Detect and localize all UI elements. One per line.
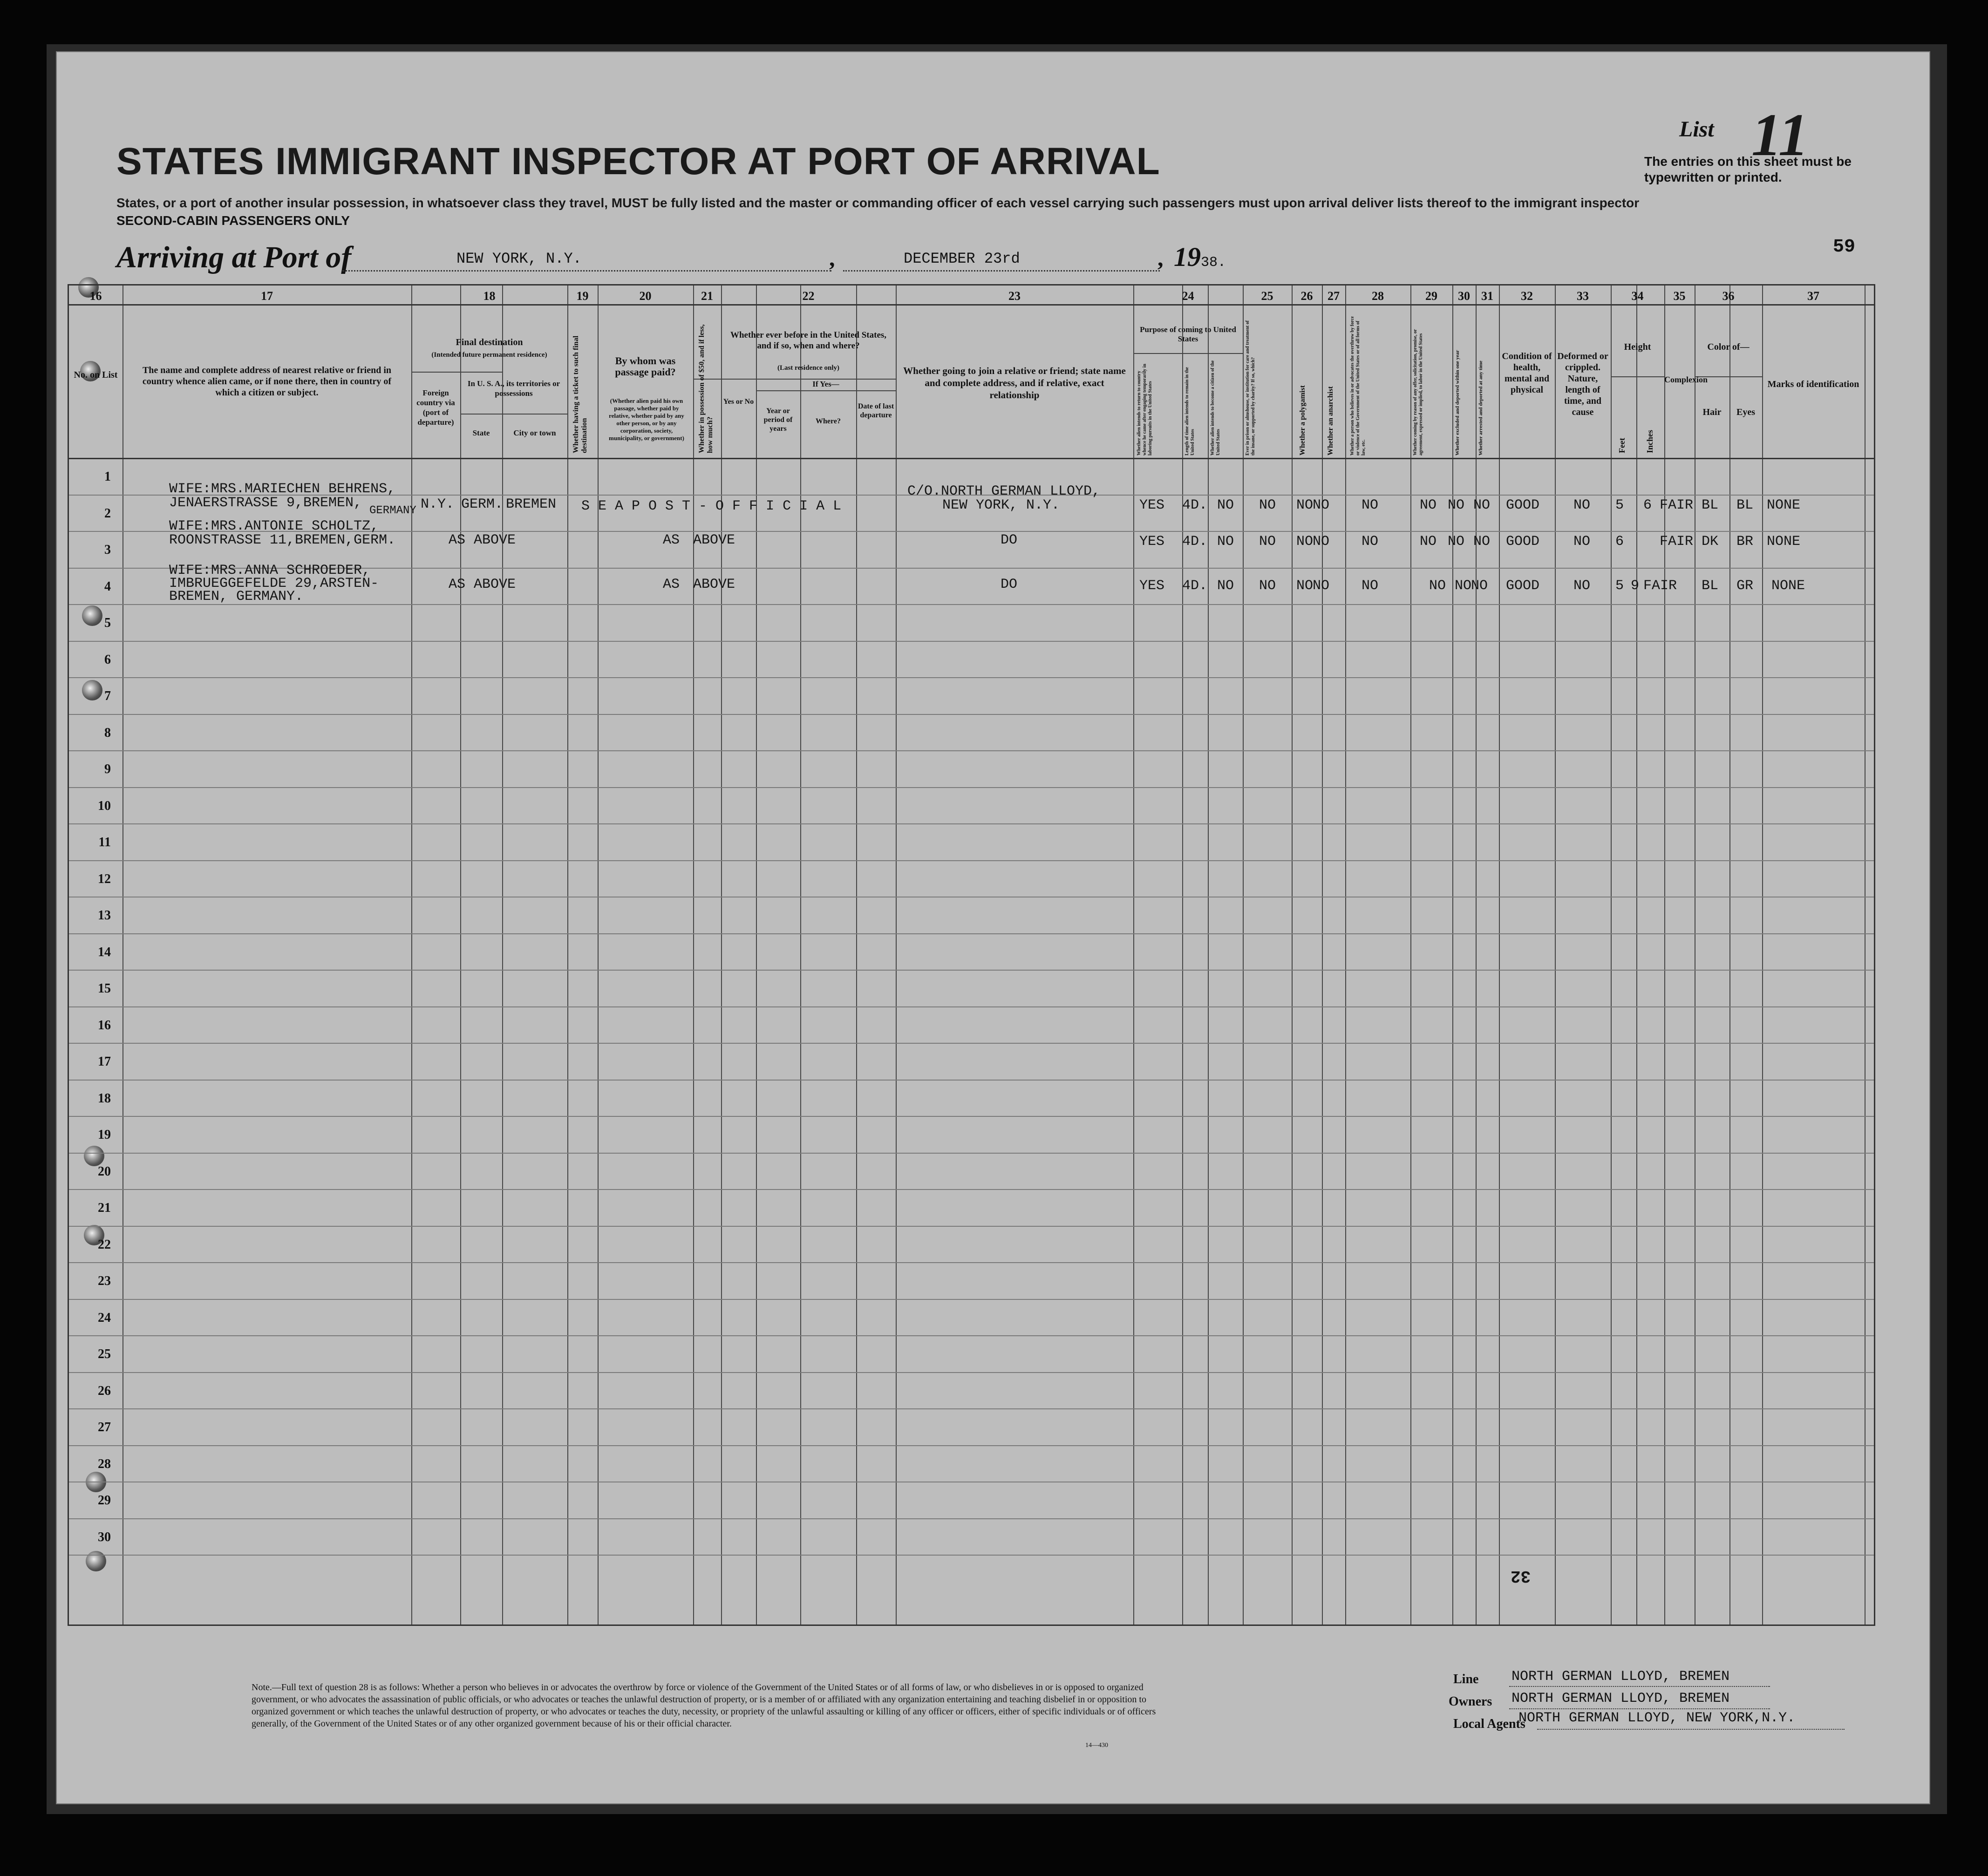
row-number: 3 (104, 543, 111, 557)
row-number: 6 (104, 652, 111, 667)
col-header-hair: Hair (1702, 407, 1722, 417)
col-header-complexion: Complexion (1664, 375, 1708, 384)
row2-eyes: BR (1736, 534, 1754, 550)
row2-marks: NONE (1767, 534, 1801, 550)
arrival-date: DECEMBER 23rd (904, 250, 1020, 267)
col-header-where: Where? (816, 417, 841, 425)
col-num-37: 37 (1807, 289, 1819, 303)
page-number: 59 (1833, 237, 1856, 258)
col-header-money: Whether in possession of $50, and if less, how much? (698, 324, 714, 453)
col-header-deported: Whether arrested and deported at any time (1478, 360, 1484, 455)
row1-relative-line3: GERMANY (369, 504, 416, 517)
col-num-17: 17 (261, 289, 273, 303)
row2-anarchist: NO (1313, 534, 1330, 550)
row3-relative-line3: BREMEN, GERMANY. (169, 589, 304, 605)
row-number: 28 (98, 1456, 111, 1471)
col-header-labor: Whether coming by reason of any offer, solicitation, promise, or agreement, expressed or implied, to labor in the United States (1413, 329, 1423, 455)
row2-health: GOOD (1506, 534, 1540, 550)
row2-length: 4D. (1182, 534, 1208, 550)
row1-hair: BL (1702, 497, 1719, 513)
col-header-state: State (472, 428, 490, 437)
row1-join-line2: NEW YORK, N.Y. (942, 497, 1060, 513)
row1-purpose: YES (1139, 497, 1165, 513)
row-rule (69, 677, 1874, 678)
col-num-34: 34 (1631, 289, 1644, 303)
row2-complexion: FAIR (1660, 534, 1694, 550)
col-header-ticket: Whether having a ticket to such final destination (572, 335, 588, 453)
col-header-marks: Marks of identification (1767, 379, 1859, 389)
col-header-feet: Feet (1617, 438, 1627, 453)
row-rule (69, 1335, 1874, 1336)
row-number: 22 (98, 1237, 111, 1252)
row3-prison: NO (1259, 578, 1276, 594)
col-num-24: 24 (1182, 289, 1194, 303)
col-num-16: 16 (89, 289, 102, 303)
row1-deported: NO (1473, 497, 1491, 513)
col-num-35: 35 (1673, 289, 1686, 303)
col-header-passage-sub: (Whether alien paid his own passage, whether paid by relative, whether paid by any other person, or by any corporation, society, municipality, or government) (609, 397, 684, 442)
row1-passage: S E A P O S T - O F F I C I A L (581, 498, 842, 514)
row-rule (69, 1226, 1874, 1227)
stray-mark: 32 (1511, 1566, 1531, 1585)
row1-polygamist: NO (1296, 497, 1314, 513)
col-header-anarchist: Whether an anarchist (1327, 386, 1334, 455)
row-number: 11 (98, 835, 111, 850)
row3-complexion: FAIR (1643, 578, 1677, 594)
row-number: 2 (104, 506, 111, 521)
col-num-30: 30 (1458, 289, 1470, 303)
row-rule (69, 1080, 1874, 1081)
row-rule (69, 1043, 1874, 1044)
col-header-destination: Final destination (456, 337, 523, 347)
col-num-31: 31 (1481, 289, 1493, 303)
col-num-21: 21 (701, 289, 713, 303)
row1-eyes: BL (1736, 497, 1754, 513)
row-number: 7 (104, 689, 111, 703)
arrival-port: NEW YORK, N.Y. (456, 250, 582, 267)
row2-relative-line2: ROONSTRASSE 11,BREMEN,GERM. (169, 532, 396, 548)
row3-length: 4D. (1182, 578, 1208, 594)
row-rule (69, 750, 1874, 751)
row-rule (69, 933, 1874, 934)
row-rule (69, 970, 1874, 971)
row3-relative-line1: WIFE:MRS.ANNA SCHROEDER, (169, 563, 371, 578)
row-rule (69, 1153, 1874, 1154)
row3-hair: BL (1702, 578, 1719, 594)
col-header-overthrow: Whether a person who believes in or advocates the overthrow by force or violence of the Government of the United States or of all forms of law, etc. (1350, 316, 1366, 455)
row-number: 20 (98, 1164, 111, 1179)
col-header-usa: In U. S. A., its territories or possessions (467, 379, 560, 398)
col-header-excluded: Whether excluded and deported within one year (1455, 350, 1460, 455)
row3-join: DO (1001, 577, 1018, 592)
row3-eyes: GR (1736, 578, 1754, 594)
footer-owners-label: Owners (1449, 1694, 1492, 1709)
row1-relative-line1: WIFE:MRS.MARIECHEN BEHRENS, (169, 481, 396, 497)
row-rule (69, 1518, 1874, 1519)
row2-join: DO (1001, 532, 1018, 548)
col-header-citizen: Whether alien intends to become a citizen of the United States (1210, 360, 1221, 455)
row-rule (69, 860, 1874, 861)
row-number: 26 (98, 1383, 111, 1398)
footer-owners-value: NORTH GERMAN LLOYD, BREMEN (1511, 1691, 1730, 1706)
col-header-return: Whether alien intends to return to country whence he came after engaging temporarily in laboring pursuits in the United States (1137, 364, 1153, 455)
row1-join-line1: C/O.NORTH GERMAN LLOYD, (907, 483, 1101, 499)
col-num-25: 25 (1261, 289, 1273, 303)
arrival-year: 1938. (1174, 242, 1226, 272)
row-rule (69, 1299, 1874, 1300)
row-number: 21 (98, 1201, 111, 1215)
row1-feet: 5 (1615, 497, 1624, 513)
row1-state: N.Y. (421, 496, 455, 512)
date-underline (843, 270, 1160, 272)
col-header-before-us: Whether ever before in the United States, and if so, when and where? (730, 330, 887, 351)
row3-destination: AS ABOVE (449, 577, 516, 592)
row-rule (69, 1262, 1874, 1263)
row2-purpose: YES (1139, 534, 1165, 550)
col-header-no: No. on List (74, 370, 118, 380)
form-title: STATES IMMIGRANT INSPECTOR AT PORT OF ARRIVAL (116, 140, 1160, 183)
row-number: 9 (104, 762, 111, 776)
port-underline (342, 270, 831, 272)
row-rule (69, 1372, 1874, 1373)
row-number: 29 (98, 1493, 111, 1508)
row-number: 18 (98, 1091, 111, 1106)
col-header-before-us-sub: (Last residence only) (777, 364, 840, 372)
col-header-join: Whether going to join a relative or friend; state name and complete address, and if relative, exact relationship (903, 365, 1126, 401)
col-num-23: 23 (1008, 289, 1021, 303)
col-num-29: 29 (1425, 289, 1437, 303)
col-num-36: 36 (1722, 289, 1735, 303)
row2-labor: NO (1420, 534, 1437, 550)
row2-feet: 6 (1615, 534, 1624, 550)
row2-passage-as: AS (663, 532, 680, 548)
row-number: 13 (98, 908, 111, 923)
col-header-city: City or town (513, 428, 556, 437)
footnote-question-28: Note.—Full text of question 28 is as follows: Whether a person who believes in or advocates the overthrow by force or violence of the Government of the United States or of all forms of law, or who disbelieves in or is opposed to organized government, or who advocates the assassination of public officials, or who advocates or teaches the unlawful destruction of property, or is a member of or affiliated with any organization entertaining and teaching disbelief in or opposition to organized government or which teaches the unlawful destruction of property, or who advocates or teaches the duty, necessity, or propriety of the unlawful assaulting or killing of any officer or officers, either of specific individuals or of officers generally, of the Government of the United States or of any other organized government because of his or their official character. (252, 1682, 1156, 1729)
row1-inches: 6 (1643, 497, 1652, 513)
row3-deformed: NO (1573, 578, 1591, 594)
row3-feet: 5 (1615, 578, 1624, 594)
row2-passage-above: ABOVE (693, 532, 735, 548)
col-num-22: 22 (802, 289, 815, 303)
row-rule (69, 1006, 1874, 1007)
row1-foreign: GERM. (461, 496, 504, 512)
row3-passage-as: AS (663, 577, 680, 592)
row-number: 24 (98, 1310, 111, 1325)
col-header-relative: The name and complete address of nearest relative or friend in country whence alien came, or if none there, then in country of which a citizen or subject. (142, 365, 392, 398)
row3-excluded: NO (1455, 578, 1472, 594)
row3-overthrow: NO (1362, 578, 1379, 594)
row-number: 8 (104, 725, 111, 740)
row3-deported: NO (1471, 578, 1488, 594)
row3-labor: NO (1429, 578, 1446, 594)
col-num-32: 32 (1521, 289, 1533, 303)
row1-complexion: FAIR (1660, 497, 1694, 513)
row-rule (69, 823, 1874, 824)
row2-deformed: NO (1573, 534, 1591, 550)
row-rule (69, 1116, 1874, 1117)
row-rule (69, 641, 1874, 642)
row2-citizen: NO (1217, 534, 1234, 550)
col-header-yes-no: Yes or No (723, 398, 754, 406)
passenger-class: SECOND-CABIN PASSENGERS ONLY (116, 213, 350, 228)
row-number: 5 (104, 616, 111, 630)
row1-labor: NO (1420, 497, 1437, 513)
col-num-27: 27 (1328, 289, 1340, 303)
row3-marks: NONE (1771, 578, 1805, 594)
row-number: 14 (98, 945, 111, 959)
row-number: 15 (98, 981, 111, 996)
row1-length: 4D. (1182, 497, 1208, 513)
row3-passage-above: ABOVE (693, 577, 735, 592)
col-header-departure: Date of last departure (858, 402, 894, 419)
row2-overthrow: NO (1362, 534, 1379, 550)
footer-agents-value: NORTH GERMAN LLOYD, NEW YORK,N.Y. (1518, 1710, 1796, 1726)
row3-citizen: NO (1217, 578, 1234, 594)
col-header-passage: By whom was passage paid? (615, 355, 676, 378)
footer-line-label: Line (1453, 1672, 1479, 1686)
row2-excluded: NO (1448, 534, 1465, 550)
row2-polygamist: NO (1296, 534, 1314, 550)
col-num-33: 33 (1577, 289, 1589, 303)
row1-citizen: NO (1217, 497, 1234, 513)
row-number: 23 (98, 1274, 111, 1288)
row2-hair: DK (1702, 534, 1719, 550)
row2-destination: AS ABOVE (449, 532, 516, 548)
row3-relative-line2: IMBRUEGGEFELDE 29,ARSTEN- (169, 576, 379, 591)
row-number: 27 (98, 1420, 111, 1434)
row-number: 10 (98, 798, 111, 813)
row-rule (69, 1408, 1874, 1409)
row2-prison: NO (1259, 534, 1276, 550)
col-num-18: 18 (483, 289, 496, 303)
entries-note: The entries on this sheet must be typewritten or printed. (1644, 154, 1852, 184)
arriving-label: Arriving at Port of (116, 240, 352, 274)
manifest-table (68, 284, 1875, 1626)
col-num-26: 26 (1300, 289, 1313, 303)
row3-polygamist: NO (1296, 578, 1314, 594)
col-header-length: Length of time alien intends to remain in the United States (1185, 367, 1195, 455)
row-rule (69, 1445, 1874, 1446)
row1-prison: NO (1259, 497, 1276, 513)
footer-agents-label: Local Agents (1453, 1717, 1525, 1731)
col-header-if-yes: If Yes— (812, 380, 839, 388)
row-number: 1 (104, 469, 111, 484)
row-number: 17 (98, 1054, 111, 1069)
col-header-inches: Inches (1645, 429, 1654, 453)
row1-deformed: NO (1573, 497, 1591, 513)
row3-inches: 9 (1631, 578, 1640, 594)
row-rule (69, 1189, 1874, 1190)
row-rule (69, 714, 1874, 715)
footer-line-value: NORTH GERMAN LLOYD, BREMEN (1511, 1669, 1730, 1685)
row-number: 16 (98, 1018, 111, 1033)
col-header-height: Height (1624, 342, 1651, 352)
row-rule (69, 1555, 1874, 1556)
row-number: 4 (104, 579, 111, 594)
list-number: 11 (1751, 102, 1809, 169)
row1-health: GOOD (1506, 497, 1540, 513)
list-label: List (1679, 117, 1714, 142)
row1-anarchist: NO (1313, 497, 1330, 513)
row-number: 19 (98, 1128, 111, 1142)
row-rule (69, 604, 1874, 605)
row-number: 30 (98, 1529, 111, 1544)
form-instructions: States, or a port of another insular possession, in whatsoever class they travel, MUST be fully listed and the master or commanding officer of each vessel carrying such passengers must upon arrival deliver lists thereof to the immigrant inspector (116, 196, 1640, 210)
row3-purpose: YES (1139, 578, 1165, 594)
row2-relative-line1: WIFE:MRS.ANTONIE SCHOLTZ, (169, 518, 379, 534)
col-header-polygamist: Whether a polygamist (1299, 385, 1307, 455)
row3-anarchist: NO (1313, 578, 1330, 594)
col-num-19: 19 (576, 289, 589, 303)
row1-overthrow: NO (1362, 497, 1379, 513)
col-header-deformed: Deformed or crippled. Nature, length of time, and cause (1557, 351, 1608, 417)
row3-health: GOOD (1506, 578, 1540, 594)
row1-marks: NONE (1767, 497, 1801, 513)
row1-relative-line2: JENAERSTRASSE 9,BREMEN, (169, 495, 362, 511)
col-header-prison: Ever in prison or almshouse, or institution for care and treatment of the insane, or supported by charity? If so, which? (1245, 320, 1256, 455)
col-header-foreign: Foreign country via (port of departure) (416, 388, 455, 427)
col-header-destination-sub: (Intended future permanent residence) (431, 351, 547, 359)
col-header-year: Year or period of years (763, 407, 793, 433)
row-rule (69, 787, 1874, 788)
col-header-health: Condition of health, mental and physical (1502, 351, 1552, 395)
row1-excluded: NO (1448, 497, 1465, 513)
row-number: 25 (98, 1347, 111, 1361)
col-header-color: Color of— (1707, 342, 1750, 352)
form-code: 14—430 (1085, 1742, 1108, 1749)
col-header-eyes: Eyes (1736, 407, 1755, 417)
row2-deported: NO (1473, 534, 1491, 550)
col-num-28: 28 (1372, 289, 1384, 303)
col-num-20: 20 (639, 289, 652, 303)
row1-city: BREMEN (506, 496, 557, 512)
row-number: 12 (98, 871, 111, 886)
col-header-purpose: Purpose of coming to United States (1140, 325, 1236, 343)
